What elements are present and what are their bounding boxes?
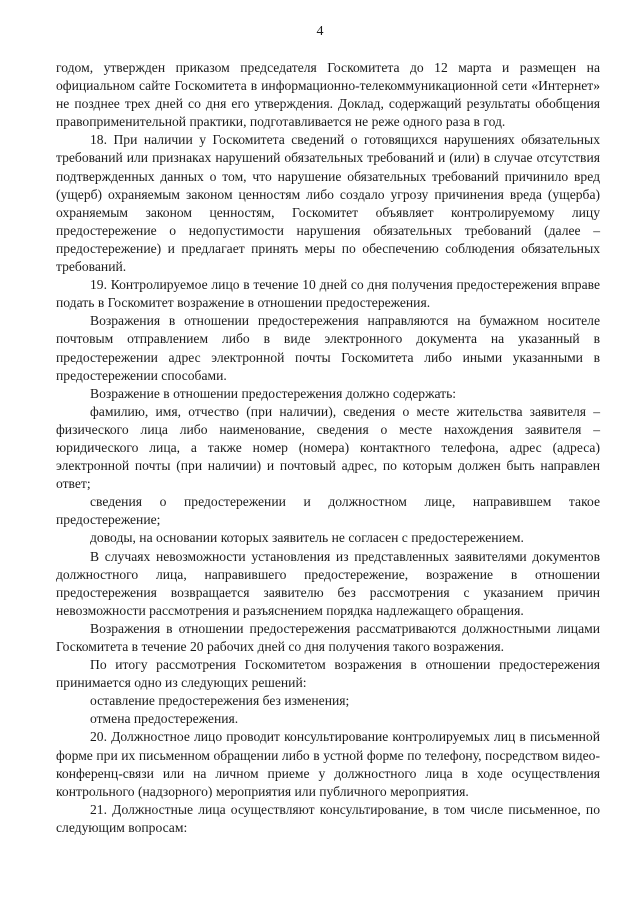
paragraph: 20. Должностное лицо проводит консультирование контролируемых лиц в письменной форме при их письменном обращении либо в устной форме по телефону, посредством видео-конференц-связи или на личном приеме у должностного лица в ходе осуществления контрольного (надзорного) мероприятия или публичного мероприятия. [56, 729, 600, 799]
paragraph: 19. Контролируемое лицо в течение 10 дней со дня получения предостережения вправе подать в Госкомитет возражение в отношении предостережения. [56, 277, 600, 311]
paragraph: Возражение в отношении предостережения должно содержать: [90, 385, 457, 401]
paragraph: годом, утвержден приказом председателя Госкомитета до 12 марта и размещен на официальном сайте Госкомитета в информационно-телекоммуникационной сети «Интернет» не позднее трех дней со дня его утверждения. Доклад, содержащий результаты обобщения правоприменительной практики, подготавливается не реже одного раза в год. [56, 60, 600, 130]
paragraph: отмена предостережения. [90, 711, 239, 727]
paragraph: фамилию, имя, отчество (при наличии), сведения о месте жительства заявителя – физического лица либо наименование, сведения о месте нахождения заявителя – юридического лица, а также номер (номера) контактного телефона, адрес (адреса) электронной почты (при наличии) и почтовый адрес, по которым должен быть направлен ответ; [56, 403, 600, 492]
paragraph: 21. Должностные лица осуществляют консультирование, в том числе письменное, по следующим вопросам: [56, 801, 600, 835]
paragraph: Возражения в отношении предостережения направляются на бумажном носителе почтовым отправлением либо в виде электронного документа на указанный в предостережении адрес электронной почты Госкомитета либо иными указанными в предостережении способами. [56, 313, 600, 383]
paragraph: сведения о предостережении и должностном лице, направившем такое предостережение; [56, 494, 600, 528]
paragraph: оставление предостережения без изменения; [90, 693, 350, 709]
paragraph: В случаях невозможности установления из представленных заявителями документов должностного лица, направившего предостережение, возражение в отношении предостережения возвращается заявителю без рассмотрения с указанием причин невозможности рассмотрения и разъяснением порядка надлежащего обращения. [56, 548, 600, 618]
document-body [56, 59, 600, 837]
paragraph: Возражения в отношении предостережения рассматриваются должностными лицами Госкомитета в течение 20 рабочих дней со дня получения такого возражения. [56, 620, 600, 654]
paragraph: доводы, на основании которых заявитель не согласен с предостережением. [90, 530, 524, 546]
paragraph: По итогу рассмотрения Госкомитетом возражения в отношении предостережения принимается одно из следующих решений: [56, 657, 600, 691]
paragraph: 18. При наличии у Госкомитета сведений о готовящихся нарушениях обязательных требований или признаках нарушений обязательных требований и (или) в случае отсутствия подтвержденных данных о том, что нарушение обязательных требований причинило вред (ущерб) охраняемым законом ценностям либо создало угрозу причинения вреда (ущерба) охраняемым законом ценностям, Госкомитет объявляет контролируемому лицу предостережение о недопустимости нарушения обязательных требований (далее – предостережение) и предлагает принять меры по обеспечению соблюдения обязательных требований. [56, 132, 600, 275]
page-number: 4 [316, 24, 324, 39]
